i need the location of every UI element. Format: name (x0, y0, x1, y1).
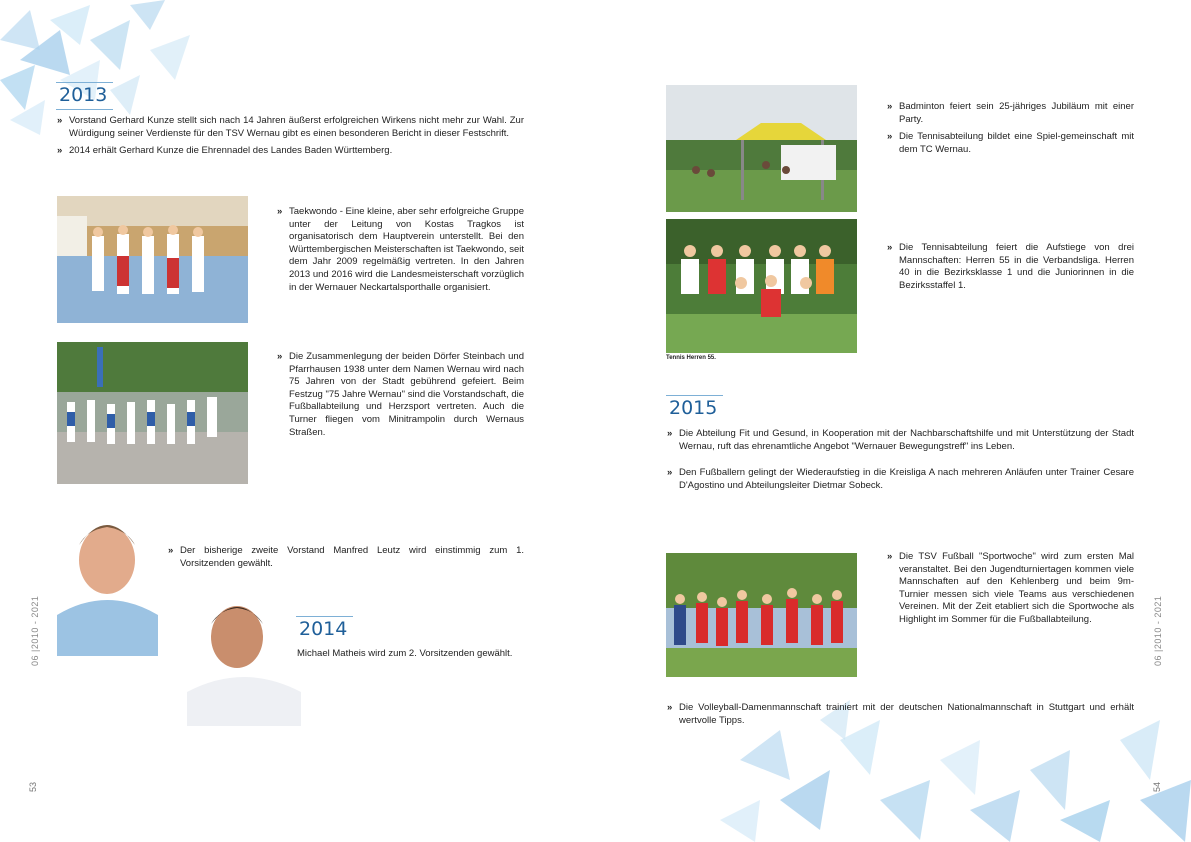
bullets-2015 (667, 428, 1134, 497)
fussball-aufstieg-bullet: » Den Fußballern gelingt der Wiederaufstieg in die Kreisliga A nach mehreren Anläufen unter Trainer Cesare D'Agostino und Abteilungsleiter Dietmar Sobeck. (667, 467, 1134, 492)
badminton-text-block (887, 101, 1134, 161)
tennis-caption: Tennis Herren 55. (666, 355, 716, 361)
tennis-sg-bullet: » Die Tennisabteilung bildet eine Spiel-gemeinschaft mit dem TC Wernau. (887, 131, 1134, 156)
sportwoche-text: » Die TSV Fußball "Sportwoche" wird zum ersten Mal veranstaltet. Bei den Jugendturniertagen kommen viele Mannschaften auf den Kehlenberg und beim 9m-Turnier messen sich viele Teams aus verschiedenen Vereinen. Mit der Zeit etabliert sich die Sportwoche als Highlight im Sommer für die Fußballabteilung. (887, 551, 1134, 627)
festzug-text: » Die Zusammenlegung der beiden Dörfer Steinbach und Pfarrhausen 1938 unter dem Namen Wernau wird nach 75 Jahren von der Stadt gebührend gefeiert. Beim Festzug "75 Jahre Wernau" sind die Vorstandschaft, die Fußballabteilung und Herzsport vertreten. Auch die Turner fliegen vom Minitrampolin durch Wernaus Straßen. (277, 351, 524, 439)
badminton-bullet: » Badminton feiert sein 25-jähriges Jubiläum mit einer Party. (887, 101, 1134, 126)
year-heading-2015 (667, 397, 719, 419)
taekwondo-text: » Taekwondo - Eine kleine, aber sehr erfolgreiche Gruppe unter der Leitung von Kostas Tragkos ist organisatorisch dem Hauptverein unterstellt. Bei den Württembergischen Meisterschaften ist Taekwondo, seit dem Jahr 2009 regelmäßig vertreten. In den Jahren 2013 und 2016 wird die Landesmeisterschaft vorzüglich in der Wernauer Neckartalsporthalle organisiert. (277, 206, 524, 294)
left-page-number: 53 (28, 781, 38, 792)
tennis-herren55-photo (666, 219, 857, 353)
year-2013-text: 2013 (59, 84, 108, 106)
bullets-2013 (57, 115, 524, 163)
year-heading-2014 (297, 618, 349, 640)
volleyball-text: » Die Volleyball-Damenmannschaft trainiert mit der deutschen Nationalmannschaft in Stuttgart und erhält wertvolle Tipps. (667, 702, 1134, 727)
bullet-ehrennadel: » 2014 erhält Gerhard Kunze die Ehrennadel des Landes Baden Württemberg. (57, 145, 524, 158)
year-2014-text: 2014 (299, 618, 348, 640)
festzug-photo (57, 342, 248, 484)
year-heading-2013 (57, 84, 109, 106)
leutz-portrait (57, 505, 158, 656)
taekwondo-text-block (277, 206, 524, 299)
leutz-text-block (168, 545, 524, 575)
badminton-party-photo (666, 85, 857, 212)
matheis-text: Michael Matheis wird zum 2. Vorsitzenden gewählt. (297, 648, 513, 659)
tennis-text: » Die Tennisabteilung feiert die Aufstiege von drei Mannschaften: Herren 55 in die Verbandsliga. Herren 40 in die Bezirksklasse 1 und die Juniorinnen in die Bezirksstaffel 1. (887, 242, 1134, 292)
right-side-label: 06 |2010 - 2021 (1153, 595, 1163, 666)
taekwondo-photo (57, 196, 248, 323)
sportwoche-photo (666, 553, 857, 677)
sportwoche-text-block (887, 551, 1134, 632)
right-page-number: 54 (1152, 781, 1162, 792)
left-side-label: 06 |2010 - 2021 (30, 595, 40, 666)
bewegungstreff-bullet: » Die Abteilung Fit und Gesund, in Kooperation mit der Nachbarschaftshilfe und mit Unterstützung der Stadt Wernau, ruft das ehrenamtliche Angebot "Wernauer Bewegungstreff" ins Leben. (667, 428, 1134, 453)
year-2015-text: 2015 (669, 397, 718, 419)
matheis-portrait (187, 592, 301, 726)
leutz-text: » Der bisherige zweite Vorstand Manfred Leutz wird einstimmig zum 1. Vorsitzenden gewählt. (168, 545, 524, 570)
tennis-text-block (887, 242, 1134, 297)
bullet-kunze: » Vorstand Gerhard Kunze stellt sich nach 14 Jahren äußerst erfolgreichen Wirkens nicht mehr zur Wahl. Zur Würdigung seiner Verdienste für den TSV Wernau gibt es einen besonderen Bericht in dieser Festschrift. (57, 115, 524, 140)
festzug-text-block (277, 351, 524, 444)
volleyball-text-block (667, 702, 1134, 732)
